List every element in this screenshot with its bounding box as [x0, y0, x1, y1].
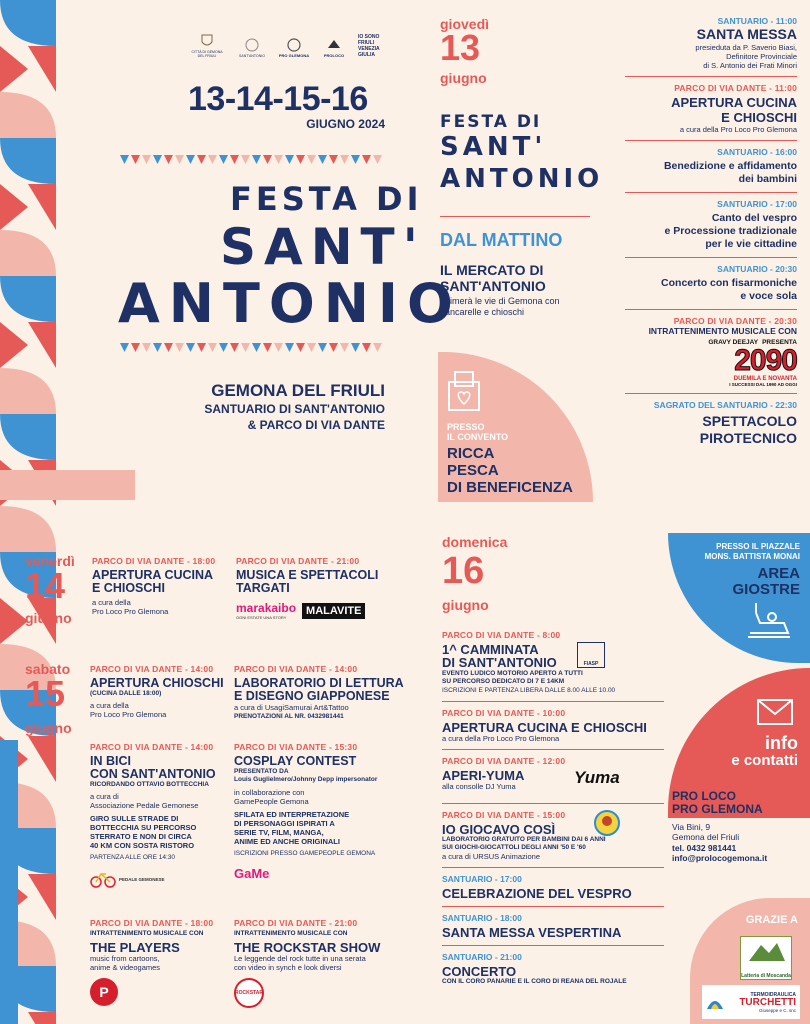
contacts-address2: Gemona del Friuli [672, 832, 740, 842]
event-vespro-thu: SANTUARIO - 17:00 Canto del vespro e Processione tradizionale per le vie cittadine [664, 199, 797, 250]
location-city: GEMONA DEL FRIULI [211, 381, 385, 400]
contacts-title1: info [765, 733, 798, 753]
bunting-flag [208, 343, 217, 352]
bunting-flag [164, 343, 173, 352]
main-title-line2: SANT' [220, 218, 426, 276]
rides-title1: AREA [757, 565, 800, 582]
saturday-num: 15 [25, 673, 66, 714]
bunting-flag [230, 155, 239, 164]
logo-latteria: Latteria di Moscanda [740, 936, 792, 980]
bunting-flag [142, 343, 151, 352]
bunting-flag [285, 155, 294, 164]
charity-title2: PESCA [447, 462, 499, 479]
sunday-num: 16 [442, 550, 485, 592]
saturday-event4: PARCO DI VIA DANTE - 15:30 COSPLAY CONTEST PRESENTATO DA Louis Guglielmero/Johnny Depp impersonator in collaborazione con GamePeople Gemona SFILATA ED INTERPRETAZIONE DI PERSONAGGI ISPIRATI A SERIE TV, FILM, MANGA, ANIME ED ANCHE ORIGINALI ISCRIZIONI PRESSO GAMEPEOPLE GEMONA GaMe [234, 742, 414, 881]
event-dj-thu: PARCO DI VIA DANTE - 20:30 INTRATTENIMENTO MUSICALE CON GRAVY DEEJAY PRESENTA 2090 DUEMILA E NOVANTA I SUCCESSI DAL 1990 AD OGGI [605, 316, 797, 387]
eagle-icon [326, 38, 342, 52]
bunting-flag [219, 343, 228, 352]
market-title2: SANT'ANTONIO [440, 278, 546, 294]
logo-players: P [90, 978, 118, 1006]
seal-icon [287, 38, 301, 52]
sponsor-logos [188, 22, 398, 58]
event-giocavo: PARCO DI VIA DANTE - 15:00 IO GIOCAVO COSÌ LABORATORIO GRATUITO PER BAMBINI DAI 6 ANNI SUI GIOCHI-GIOCATTOLI DEGLI ANNI '50 E '60 a cura di URSUS Animazione [442, 810, 664, 861]
bunting-flag [197, 155, 206, 164]
sunday-month: giugno [442, 597, 489, 613]
logo-fvg: IO SONO FRIULI VENEZIA GIULIA [358, 34, 380, 58]
event-concerto-sun: SANTUARIO - 21:00 CONCERTO CON IL CORO PANARIE E IL CORO DI REANA DEL ROJALE [442, 952, 627, 985]
bunting-flag [241, 343, 250, 352]
contacts-phone[interactable]: tel. 0432 981441 [672, 843, 737, 853]
rides-loc2: MONS. BATTISTA MONAI [704, 552, 800, 561]
logo-2090: 2090 [734, 344, 797, 377]
saturday-event2: PARCO DI VIA DANTE - 14:00 LABORATORIO DI LETTURA E DISEGNO GIAPPONESE a cura di UsagiSamurai Art&Tattoo PRENOTAZIONI AL NR. 0432981441 [234, 664, 404, 720]
charity-title3: DI BENEFICENZA [447, 479, 573, 496]
sunday-day: domenica [442, 534, 508, 550]
bicycle-icon [90, 870, 116, 888]
bunting-flag [329, 343, 338, 352]
contacts-title2: e contatti [731, 752, 798, 769]
thursday-title1: FESTA DI [440, 112, 542, 132]
festival-dates: 13-14-15-16 [188, 80, 368, 118]
main-title-line3: ANTONIO [118, 272, 462, 335]
bunting-flag [230, 343, 239, 352]
bunting-flag [329, 155, 338, 164]
bunting-flag [340, 155, 349, 164]
bunting-flag [241, 155, 250, 164]
bunting-flag [186, 343, 195, 352]
ballot-box-icon [447, 370, 481, 412]
bunting-flag [318, 155, 327, 164]
event-vespro-sun: SANTUARIO - 17:00 CELEBRAZIONE DEL VESPRO [442, 874, 632, 901]
bunting-flag [252, 155, 261, 164]
bunting-flag [351, 343, 360, 352]
charity-title1: RICCA [447, 445, 495, 462]
thursday-month: giugno [440, 70, 487, 86]
friday-day: venerdì [25, 553, 75, 569]
bunting-flag [362, 155, 371, 164]
logo-gemona: CITTÀ DI GEMONA DEL FRIULI [188, 34, 226, 58]
thursday-num: 13 [440, 27, 481, 68]
bunting-flag [120, 155, 129, 164]
saturday-accent [0, 740, 20, 1024]
logo-fiasp: FIASP [577, 642, 605, 668]
bunting-flag [263, 343, 272, 352]
market-desc: animerà le vie di Gemona con bancarelle e chioschi [440, 296, 560, 317]
bunting-flag [186, 155, 195, 164]
sponsors-title: GRAZIE A [745, 914, 798, 926]
bunting-flag [142, 155, 151, 164]
sunday-events [442, 630, 664, 986]
crest-icon [201, 34, 213, 48]
morning-header: DAL MATTINO [440, 230, 563, 250]
bunting-flag [153, 155, 162, 164]
event-concerto-thu: SANTUARIO - 20:30 Concerto con fisarmoniche e voce sola [661, 264, 797, 302]
bunting-flag [307, 343, 316, 352]
event-messa-sun: SANTUARIO - 18:00 SANTA MESSA VESPERTINA [442, 913, 622, 940]
bunting-flag [175, 155, 184, 164]
charity-sub1: PRESSO [447, 422, 485, 432]
bunting-flag [307, 155, 316, 164]
location-park: & PARCO DI VIA DANTE [247, 418, 385, 432]
seal-icon [245, 38, 259, 52]
event-santa-messa: SANTUARIO - 11:00 SANTA MESSA presieduta da P. Saverio Biasi, Definitore Provinciale di S. Antonio dei Frati Minori [695, 16, 797, 70]
logo-pedale: PEDALE GEMONESE [90, 870, 230, 888]
friday-event1: PARCO DI VIA DANTE - 18:00 APERTURA CUCINA E CHIOSCHI a cura della Pro Loco Pro Glemona [92, 556, 216, 616]
contacts-org1: PRO LOCO [672, 789, 737, 803]
friday-num: 14 [25, 565, 66, 606]
festival-month-year: GIUGNO 2024 [306, 117, 385, 131]
bunting-flag [120, 343, 129, 352]
bunting-flag [208, 155, 217, 164]
mail-icon [756, 698, 794, 726]
event-cucina-sun: PARCO DI VIA DANTE - 10:00 APERTURA CUCINA E CHIOSCHI a cura della Pro Loco Pro Glemona [442, 708, 647, 743]
bunting-flag [274, 155, 283, 164]
contacts-address1: Via Bini, 9 [672, 822, 711, 832]
rides-loc1: PRESSO IL PIAZZALE [716, 542, 800, 551]
saturday-event5: PARCO DI VIA DANTE - 18:00 INTRATTENIMENTO MUSICALE CON THE PLAYERS music from cartoons, anime & videogames P [90, 918, 230, 1006]
saturday-event3: PARCO DI VIA DANTE - 14:00 IN BICI CON SANT'ANTONIO RICORDANDO OTTAVIO BOTTECCHIA a cura di Associazione Pedale Gemonese GIRO SULLE STRADE DI BOTTECCHIA SU PERCORSO STERRATO E NON DI CIRCA 40 KM CON SOSTA RISTORO PARTENZA ALLE ORE 14:30 PEDALE GEMONESE [90, 742, 230, 888]
bunting-flag [263, 155, 272, 164]
flame-icon [705, 993, 725, 1011]
friday-month: giugno [25, 610, 72, 626]
bunting-bottom [120, 343, 385, 355]
logo-yuma: Yuma [574, 768, 620, 787]
event-camminata: PARCO DI VIA DANTE - 8:00 1^ CAMMINATA DI SANT'ANTONIO EVENTO LUDICO MOTORIO APERTO A TUTTI SU PERCORSO DEDICATO DI 7 E 14KM ISCRIZIONI E PARTENZA LIBERA DALLE 8.00 ALLE 10.00 FIASP [442, 630, 616, 694]
logo-malavite: MALAVITE [302, 603, 365, 619]
location-sanctuary: SANTUARIO DI SANT'ANTONIO [204, 402, 385, 416]
event-cucina-thu: PARCO DI VIA DANTE - 11:00 APERTURA CUCINA E CHIOSCHI a cura della Pro Loco Pro Glemona [671, 83, 797, 134]
contacts-email[interactable]: info@prolocogemona.it [672, 853, 768, 863]
bunting-flag [296, 343, 305, 352]
event-fireworks: SAGRATO DEL SANTUARIO - 22:30 SPETTACOLO PIROTECNICO [653, 400, 797, 446]
market-title1: IL MERCATO DI [440, 262, 544, 278]
bunting-flag [373, 343, 382, 352]
bumper-car-icon [746, 603, 792, 639]
logo-proglemona: PRO GLEMONA [278, 38, 310, 58]
bunting-flag [274, 343, 283, 352]
bunting-top [120, 155, 385, 167]
logo-turchetti: TERMOIDRAULICA TURCHETTI Giuseppe e C. snc [702, 985, 800, 1019]
ursus-logo-icon [594, 810, 620, 836]
bunting-flag [164, 155, 173, 164]
logo-marakaibo: marakaibo [236, 601, 297, 615]
left-bars [0, 470, 140, 530]
bunting-flag [318, 343, 327, 352]
bunting-flag [285, 343, 294, 352]
main-title-line1: FESTA DI [230, 180, 423, 218]
contacts-org2: PRO GLEMONA [672, 802, 763, 816]
event-benedizione: SANTUARIO - 16:00 Benedizione e affidamento dei bambini [663, 147, 797, 185]
logo-game: GaMe [234, 866, 270, 881]
rides-title2: GIOSTRE [732, 581, 800, 598]
charity-sub2: IL CONVENTO [447, 432, 509, 442]
thursday-title3: ANTONIO [440, 164, 604, 194]
logo-rockstar: ROCKSTAR [234, 978, 264, 1008]
bunting-flag [197, 343, 206, 352]
bunting-flag [131, 343, 140, 352]
logo-santantonio: SANT'ANTONIO [234, 38, 270, 58]
thursday-divider [440, 216, 590, 217]
thursday-events [605, 16, 797, 447]
bunting-flag [296, 155, 305, 164]
mountain-icon [749, 941, 785, 961]
bunting-flag [219, 155, 228, 164]
bunting-flag [351, 155, 360, 164]
saturday-month: giugno [25, 720, 72, 736]
saturday-day: sabato [25, 661, 71, 677]
bunting-flag [252, 343, 261, 352]
thursday-day: giovedì [440, 16, 490, 32]
bunting-flag [340, 343, 349, 352]
logo-proloco: PROLOCO [318, 38, 350, 58]
thursday-title2: SANT' [440, 132, 547, 162]
event-aperiyuma: PARCO DI VIA DANTE - 12:00 APERI-YUMA alla consolle DJ Yuma Yuma [442, 756, 620, 791]
saturday-event6: PARCO DI VIA DANTE - 21:00 INTRATTENIMENTO MUSICALE CON THE ROCKSTAR SHOW Le leggende del rock tutte in una serata con video in synch e look diversi ROCKSTAR [234, 918, 414, 1008]
bunting-flag [373, 155, 382, 164]
bunting-flag [362, 343, 371, 352]
bunting-flag [131, 155, 140, 164]
bunting-flag [175, 343, 184, 352]
friday-event2: PARCO DI VIA DANTE - 21:00 MUSICA E SPETTACOLI TARGATI marakaibo OGNI ESTATE UNA STORY MALAVITE [236, 556, 379, 620]
bunting-flag [153, 343, 162, 352]
saturday-event1: PARCO DI VIA DANTE - 14:00 APERTURA CHIOSCHI (CUCINA DALLE 18:00) a cura della Pro Loco Pro Glemona [90, 664, 224, 719]
